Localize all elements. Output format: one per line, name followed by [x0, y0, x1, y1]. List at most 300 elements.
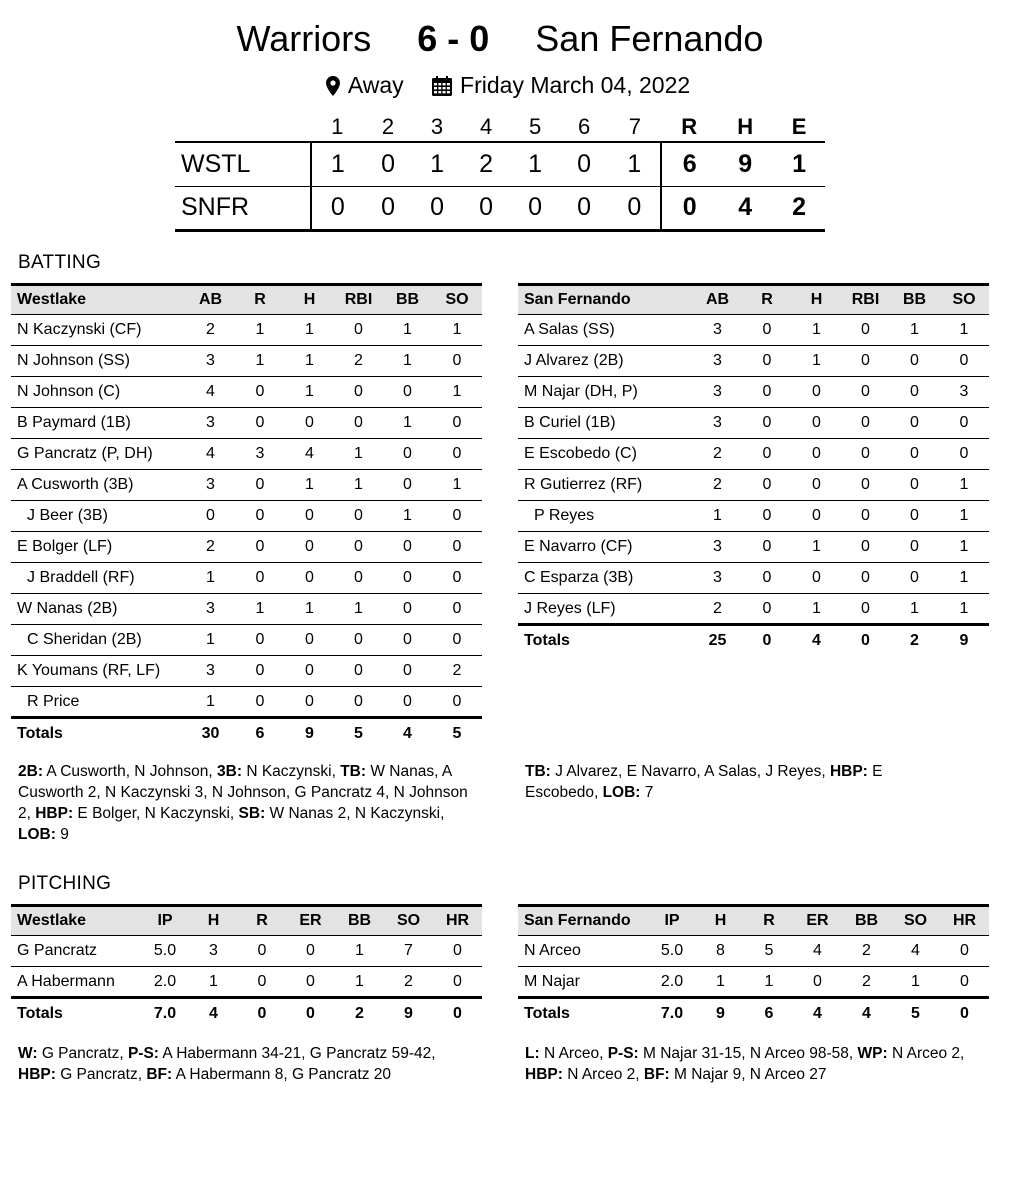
stat-cell: 0 [433, 967, 482, 998]
stat-cell: 2 [693, 439, 742, 470]
note-text: 7 [640, 784, 654, 801]
stat-cell: 0 [792, 439, 841, 470]
stat-cell: 0 [890, 470, 939, 501]
stat-cell: 0 [841, 315, 890, 346]
stat-cell: 0 [238, 936, 286, 967]
note-label: 3B: [217, 763, 243, 780]
stat-cell: 1 [285, 346, 334, 377]
stat-cell: 1 [792, 594, 841, 625]
stat-cell: 0 [432, 408, 482, 439]
stat-cell: 1 [235, 315, 285, 346]
stat-cell: 3 [693, 563, 742, 594]
stat-cell: 2 [186, 532, 235, 563]
note-label: HBP: [18, 1066, 56, 1083]
player-name: A Habermann [11, 967, 141, 998]
totals-cell: 9 [305, 724, 314, 742]
note-text: N Arceo 2, [887, 1045, 965, 1062]
stat-cell: 0 [235, 563, 285, 594]
westlake-pitching-notes [18, 1043, 468, 1085]
note-label: HBP: [829, 763, 868, 780]
stat-cell: 1 [285, 470, 334, 501]
location-text: Away [347, 72, 404, 98]
player-row [11, 625, 482, 656]
hits-total: 4 [717, 186, 773, 230]
date-text: Friday March 04, 2022 [460, 72, 691, 98]
inning-score: 0 [413, 186, 462, 230]
column-header: R [238, 906, 286, 936]
stat-cell: 0 [793, 967, 842, 998]
player-name: B Curiel (1B) [518, 408, 693, 439]
inning-score: 0 [560, 142, 609, 186]
note-text: E Bolger, N Kaczynski, [73, 805, 239, 822]
stat-cell: 0 [383, 563, 432, 594]
player-row [11, 967, 482, 998]
totals-cell: 5 [452, 724, 462, 742]
stat-cell: 0 [334, 625, 383, 656]
stat-cell: 2 [693, 470, 742, 501]
stat-cell: 0 [334, 656, 383, 687]
player-row [11, 936, 482, 967]
player-name: C Esparza (3B) [518, 563, 693, 594]
stat-cell: 0 [841, 501, 890, 532]
stat-cell: 0 [939, 346, 989, 377]
stat-cell: 0 [334, 501, 383, 532]
stat-cell: 0 [432, 594, 482, 625]
calendar-icon [432, 75, 452, 102]
stat-cell: 0 [841, 439, 890, 470]
stat-cell: 2 [186, 315, 235, 346]
note-label: 2B: [18, 763, 43, 780]
stat-cell: 2.0 [141, 967, 189, 998]
note-text: M Najar 9, N Arceo 27 [669, 1066, 827, 1083]
note-text: 9 [55, 826, 69, 843]
stat-cell: 0 [432, 532, 482, 563]
stat-cell: 0 [285, 501, 334, 532]
stat-cell: 2 [384, 967, 433, 998]
stat-cell: 7 [384, 936, 433, 967]
column-header: R [235, 285, 285, 315]
stat-cell: 3 [693, 408, 742, 439]
stat-cell: 1 [334, 470, 383, 501]
player-name: A Salas (SS) [518, 315, 693, 346]
player-name: E Bolger (LF) [11, 532, 186, 563]
stat-cell: 3 [939, 377, 989, 408]
player-name: M Najar [518, 967, 648, 998]
linescore-row-wstl [175, 142, 825, 186]
stat-cell: 0 [285, 625, 334, 656]
stat-cell: 0 [890, 563, 939, 594]
errors-total: 1 [773, 142, 825, 186]
stat-cell: 0 [433, 936, 482, 967]
stat-cell: 8 [696, 936, 745, 967]
player-row [11, 439, 482, 470]
column-header: IP [141, 906, 189, 936]
player-row [518, 532, 989, 563]
player-name: J Alvarez (2B) [518, 346, 693, 377]
note-label: P-S: [607, 1045, 639, 1062]
player-row [518, 501, 989, 532]
runs-header: R [681, 113, 698, 139]
date-info [432, 72, 690, 98]
totals-cell: 9 [404, 1004, 413, 1022]
linescore-row-snfr [175, 186, 825, 230]
stat-cell: 1 [186, 625, 235, 656]
note-text: W Nanas, A Cusworth 2, N Kaczynski 3, N Johnson, G Pancratz 4, N Johnson 2, [18, 763, 468, 822]
stat-cell: 0 [742, 439, 792, 470]
stat-cell: 0 [285, 408, 334, 439]
player-name: W Nanas (2B) [11, 594, 186, 625]
stat-cell: 1 [383, 315, 432, 346]
stat-cell: 1 [939, 470, 989, 501]
totals-cell: 5 [354, 724, 363, 742]
stat-cell: 0 [792, 501, 841, 532]
away-team-name: San Fernando [535, 18, 764, 59]
stat-cell: 4 [891, 936, 940, 967]
totals-cell: 7.0 [660, 1004, 684, 1022]
stat-cell: 2.0 [648, 967, 696, 998]
totals-cell: 0 [306, 1004, 315, 1022]
stat-cell: 0 [742, 594, 792, 625]
player-row [518, 563, 989, 594]
stat-cell: 0 [383, 377, 432, 408]
stat-cell: 0 [235, 656, 285, 687]
stat-cell: 1 [335, 936, 384, 967]
stat-cell: 0 [235, 501, 285, 532]
linescore-team-header [175, 112, 311, 142]
note-label: HBP: [35, 805, 74, 822]
column-header: HR [433, 906, 482, 936]
inning-header: 6 [577, 113, 591, 139]
stat-cell: 0 [383, 656, 432, 687]
stat-cell: 1 [186, 687, 235, 718]
stat-cell: 0 [383, 439, 432, 470]
player-row [518, 936, 989, 967]
errors-header: E [791, 113, 807, 139]
note-text: A Habermann 8, G Pancratz 20 [172, 1066, 392, 1083]
stat-cell: 3 [186, 656, 235, 687]
stat-cell: 3 [186, 594, 235, 625]
team-abbr: WSTL [175, 142, 311, 186]
column-header: BB [383, 285, 432, 315]
player-row [11, 470, 482, 501]
stat-cell: 0 [383, 687, 432, 718]
totals-cell: 4 [209, 1004, 218, 1022]
column-header: RBI [334, 285, 383, 315]
player-row [11, 501, 482, 532]
stat-cell: 1 [235, 594, 285, 625]
stat-cell: 1 [432, 470, 482, 501]
note-label: W: [18, 1045, 38, 1062]
note-text: E Escobedo, [525, 763, 883, 801]
stat-cell: 0 [742, 532, 792, 563]
stat-cell: 1 [696, 967, 745, 998]
note-label: TB: [525, 763, 551, 780]
stat-cell: 0 [890, 439, 939, 470]
stat-cell: 0 [432, 346, 482, 377]
column-header: RBI [841, 285, 890, 315]
table-header-row [518, 285, 989, 315]
stat-cell: 0 [383, 470, 432, 501]
stat-cell: 0 [186, 501, 235, 532]
note-text: N Kaczynski, [242, 763, 341, 780]
player-row [11, 687, 482, 718]
stat-cell: 0 [841, 346, 890, 377]
note-text: N Arceo 2, [562, 1066, 644, 1083]
stat-cell: 5.0 [648, 936, 696, 967]
stat-cell: 0 [939, 439, 989, 470]
stat-cell: 0 [432, 439, 482, 470]
stat-cell: 2 [842, 936, 891, 967]
stat-cell: 1 [285, 377, 334, 408]
totals-row [518, 998, 989, 1029]
table-header-row [11, 906, 482, 936]
team-name-header: San Fernando [518, 906, 648, 936]
stat-cell: 3 [186, 346, 235, 377]
inning-header: 7 [628, 113, 641, 139]
stat-cell: 1 [235, 346, 285, 377]
inning-header: 2 [381, 113, 395, 139]
inning-score: 1 [413, 142, 462, 186]
stat-cell: 4 [186, 439, 235, 470]
stat-cell: 2 [334, 346, 383, 377]
team-name-header: San Fernando [518, 285, 693, 315]
stat-cell: 1 [792, 346, 841, 377]
player-name: B Paymard (1B) [11, 408, 186, 439]
note-label: BF: [146, 1066, 173, 1083]
stat-cell: 1 [939, 315, 989, 346]
stat-cell: 1 [186, 563, 235, 594]
note-label: P-S: [127, 1045, 159, 1062]
note-label: LOB: [18, 826, 56, 843]
stat-cell: 0 [742, 377, 792, 408]
totals-row [518, 625, 989, 656]
inning-header: 4 [479, 113, 493, 139]
stat-cell: 1 [432, 315, 482, 346]
stat-cell: 3 [186, 408, 235, 439]
team-name-header: Westlake [11, 906, 141, 936]
stat-cell: 1 [792, 315, 841, 346]
home-team-name: Warriors [236, 18, 372, 59]
stat-cell: 1 [189, 967, 238, 998]
player-name: R Price [11, 687, 186, 718]
location-info [326, 72, 410, 98]
totals-cell: 0 [257, 1004, 267, 1022]
player-name: N Arceo [518, 936, 648, 967]
stat-cell: 0 [940, 967, 989, 998]
stat-cell: 0 [285, 532, 334, 563]
stat-cell: 0 [742, 315, 792, 346]
note-label: WP: [857, 1045, 888, 1062]
player-name: N Johnson (C) [11, 377, 186, 408]
player-name: J Beer (3B) [11, 501, 186, 532]
note-text: A Cusworth, N Johnson, [42, 763, 218, 780]
totals-cell: 4 [403, 724, 412, 742]
stat-cell: 0 [383, 594, 432, 625]
totals-label: Totals [17, 1004, 63, 1022]
stat-cell: 0 [890, 408, 939, 439]
player-name: R Gutierrez (RF) [518, 470, 693, 501]
stat-cell: 1 [383, 346, 432, 377]
note-label: LOB: [602, 784, 641, 801]
inning-score: 0 [511, 186, 560, 230]
totals-cell: 0 [861, 631, 870, 649]
stat-cell: 0 [334, 563, 383, 594]
stat-cell: 0 [383, 532, 432, 563]
stat-cell: 3 [693, 346, 742, 377]
stat-cell: 5 [745, 936, 793, 967]
inning-header: 5 [528, 113, 542, 139]
stat-cell: 3 [693, 377, 742, 408]
totals-cell: 5 [911, 1004, 920, 1022]
column-header: IP [648, 906, 696, 936]
player-name: J Reyes (LF) [518, 594, 693, 625]
player-row [11, 377, 482, 408]
westlake-batting-notes [18, 761, 468, 845]
stat-cell: 1 [285, 315, 334, 346]
stat-cell: 0 [334, 532, 383, 563]
stat-cell: 0 [841, 377, 890, 408]
player-row [518, 346, 989, 377]
column-header: R [742, 285, 792, 315]
stat-cell: 1 [432, 377, 482, 408]
stat-cell: 0 [285, 563, 334, 594]
note-text: J Alvarez, E Navarro, A Salas, J Reyes, [550, 763, 830, 780]
stat-cell: 0 [742, 408, 792, 439]
totals-cell: 6 [255, 724, 265, 742]
note-text: G Pancratz, [37, 1045, 128, 1062]
stat-cell: 0 [334, 687, 383, 718]
player-name: E Escobedo (C) [518, 439, 693, 470]
san-fernando-batting-notes [525, 761, 955, 803]
table-header-row [11, 285, 482, 315]
stat-cell: 2 [842, 967, 891, 998]
map-pin-icon [326, 75, 340, 102]
hits-total: 9 [717, 142, 773, 186]
stat-cell: 0 [383, 625, 432, 656]
stat-cell: 0 [792, 377, 841, 408]
stat-cell: 0 [334, 377, 383, 408]
totals-cell: 2 [910, 631, 919, 649]
stat-cell: 0 [285, 687, 334, 718]
runs-total: 0 [661, 186, 717, 230]
stat-cell: 1 [792, 532, 841, 563]
inning-score: 1 [311, 142, 364, 186]
san-fernando-pitching-notes [525, 1043, 985, 1085]
player-row [518, 594, 989, 625]
stat-cell: 0 [334, 315, 383, 346]
player-row [11, 315, 482, 346]
stat-cell: 1 [745, 967, 793, 998]
player-row [518, 470, 989, 501]
stat-cell: 1 [939, 501, 989, 532]
column-header: BB [842, 906, 891, 936]
totals-label: Totals [17, 724, 63, 742]
note-label: SB: [238, 805, 266, 822]
stat-cell: 0 [235, 532, 285, 563]
stat-cell: 0 [890, 346, 939, 377]
inning-score: 2 [462, 142, 511, 186]
stat-cell: 1 [285, 594, 334, 625]
totals-cell: 30 [201, 724, 220, 742]
player-name: N Kaczynski (CF) [11, 315, 186, 346]
column-header: SO [384, 906, 433, 936]
totals-cell: 0 [762, 631, 772, 649]
stat-cell: 0 [238, 967, 286, 998]
stat-cell: 0 [792, 470, 841, 501]
team-name-header: Westlake [11, 285, 186, 315]
stat-cell: 0 [841, 563, 890, 594]
totals-cell: 7.0 [153, 1004, 177, 1022]
column-header: SO [939, 285, 989, 315]
column-header: SO [891, 906, 940, 936]
stat-cell: 0 [742, 470, 792, 501]
stat-cell: 1 [939, 532, 989, 563]
player-row [11, 408, 482, 439]
player-name: P Reyes [518, 501, 693, 532]
stat-cell: 0 [841, 470, 890, 501]
player-name: C Sheridan (2B) [11, 625, 186, 656]
column-header: H [792, 285, 841, 315]
totals-cell: 9 [716, 1004, 725, 1022]
player-row [518, 377, 989, 408]
column-header: HR [940, 906, 989, 936]
column-header: AB [186, 285, 235, 315]
column-header: H [696, 906, 745, 936]
stat-cell: 3 [693, 315, 742, 346]
stat-cell: 4 [285, 439, 334, 470]
stat-cell: 3 [693, 532, 742, 563]
game-info [0, 72, 1016, 102]
stat-cell: 0 [841, 408, 890, 439]
totals-cell: 9 [959, 631, 969, 649]
stat-cell: 0 [432, 563, 482, 594]
inning-header: 1 [331, 113, 344, 139]
team-abbr: SNFR [175, 186, 311, 230]
player-name: M Najar (DH, P) [518, 377, 693, 408]
totals-cell: 4 [813, 1004, 822, 1022]
column-header: R [745, 906, 793, 936]
totals-cell: 6 [764, 1004, 774, 1022]
stat-cell: 0 [432, 625, 482, 656]
player-row [518, 967, 989, 998]
player-name: G Pancratz [11, 936, 141, 967]
totals-cell: 4 [812, 631, 821, 649]
batting-section-title: BATTING [18, 252, 102, 273]
note-label: L: [525, 1045, 540, 1062]
inning-score: 1 [609, 142, 662, 186]
stat-cell: 1 [890, 594, 939, 625]
player-name: K Youmans (RF, LF) [11, 656, 186, 687]
final-score: 6 - 0 [417, 18, 490, 59]
stat-cell: 0 [286, 936, 335, 967]
westlake-batting-table [11, 283, 482, 749]
stat-cell: 0 [841, 594, 890, 625]
stat-cell: 1 [890, 315, 939, 346]
player-row [11, 532, 482, 563]
player-row [11, 594, 482, 625]
totals-cell: 25 [708, 631, 727, 649]
linescore-table [175, 112, 825, 232]
pitching-section-title: PITCHING [18, 873, 112, 894]
player-name: E Navarro (CF) [518, 532, 693, 563]
runs-total: 6 [661, 142, 717, 186]
note-label: TB: [340, 763, 367, 780]
inning-score: 0 [364, 142, 413, 186]
stat-cell: 0 [890, 532, 939, 563]
stat-cell: 0 [940, 936, 989, 967]
san-fernando-pitching-table [518, 904, 989, 1029]
totals-row [11, 998, 482, 1029]
